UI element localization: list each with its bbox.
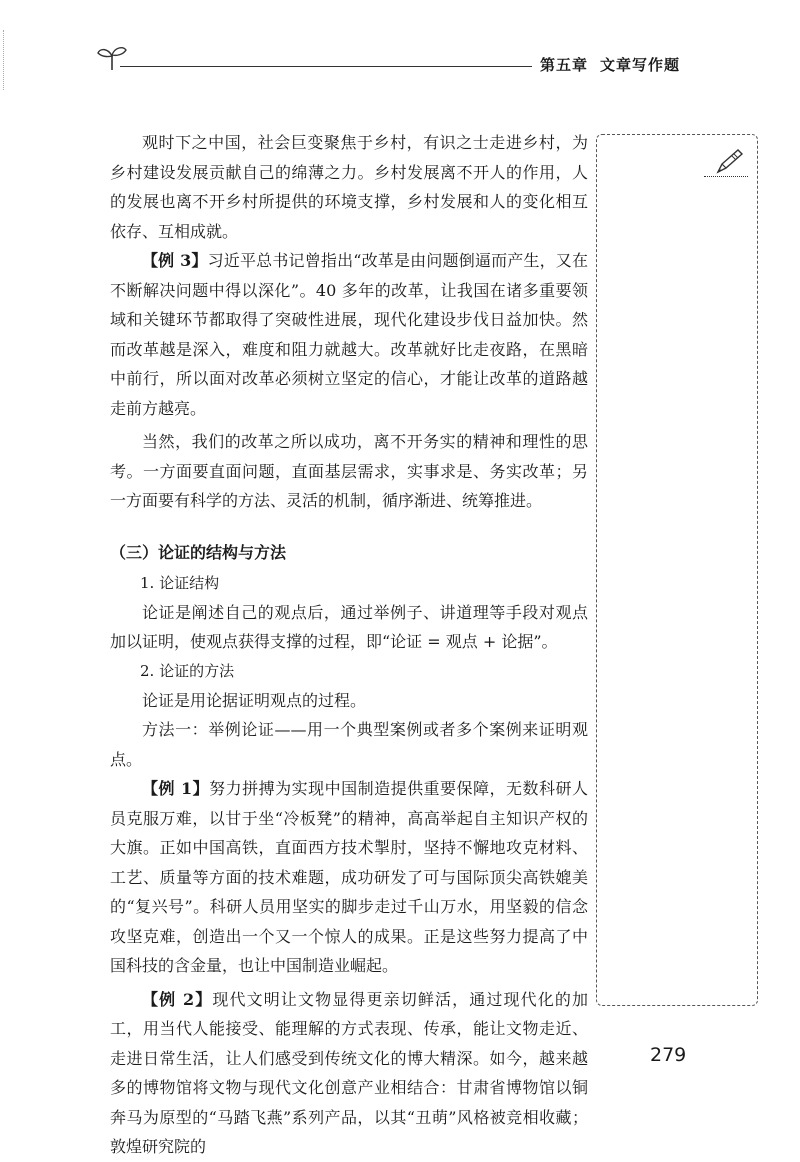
sprout-icon xyxy=(96,44,128,72)
paragraph-6: 方法一：举例论证——用一个典型案例或者多个案例来证明观点。 xyxy=(110,720,588,769)
example-3-label: 【例 3】 xyxy=(142,251,208,270)
page-number: 279 xyxy=(650,1044,687,1066)
header-rule xyxy=(120,66,532,67)
pen-icon xyxy=(714,148,746,176)
paragraph-5: 论证是用论据证明观点的过程。 xyxy=(142,690,367,710)
subsection-argument-methods: 2. 论证的方法 xyxy=(140,661,235,680)
paragraph-example-3 xyxy=(110,246,588,423)
example-1-label: 【例 1】 xyxy=(142,779,210,798)
example-3-text: 习近平总书记曾指出“改革是由问题倒逼而产生，又在不断解决问题中得以深化”。40 多年的改革，让我国在诸多重要领域和关键环节都取得了突破性进展，现代化建设步伐日益加快。然而改革越是深入，难度和阻力就越大。改革就好比走夜路，在黑暗中前行，所以面对改革必须树立坚定的信心，才能让改革的道路越走前方越亮。 xyxy=(110,251,588,418)
example-2-label: 【例 2】 xyxy=(142,989,213,1009)
subsection-argument-structure: 1. 论证结构 xyxy=(140,573,220,592)
example-2-text: 现代文明让文物显得更亲切鲜活，通过现代化的加工，用当代人能接受、能理解的方式表现、传承，能让文物走近、走进日常生活，让人们感受到传统文化的博大精深。如今，越来越多的博物馆将文物与现代文化创意产业相结合：甘肃省博物馆以铜奔马为原型的“马踏飞燕”系列产品，以其“丑萌”风格被竞相收藏；敦煌研究院的 xyxy=(110,989,588,1156)
main-text xyxy=(110,128,588,1162)
paragraph-1: 观时下之中国，社会巨变聚焦于乡村，有识之士走进乡村，为乡村建设发展贡献自己的绵薄之力。乡村发展离不开人的作用，人的发展也离不开乡村所提供的环境支撑，乡村发展和人的变化相互依存、互相成就。 xyxy=(110,133,588,241)
paragraph-3: 当然，我们的改革之所以成功，离不开务实的精神和理性的思考。一方面要直面问题，直面基层需求，实事求是、务实改革；另一方面要有科学的方法、灵活的机制，循序渐进、统筹推进。 xyxy=(110,432,588,510)
section-title: （三）论证的结构与方法 xyxy=(110,542,287,562)
notes-underline xyxy=(704,176,748,177)
paragraph-example-1 xyxy=(110,774,588,981)
chapter-heading xyxy=(540,54,680,75)
paragraph-4: 论证是阐述自己的观点后，通过举例子、讲道理等手段对观点加以证明，使观点获得支撑的过程，即“论证 = 观点 + 论据”。 xyxy=(110,602,588,651)
chapter-number: 第五章 xyxy=(540,56,589,74)
example-1-text: 努力拼搏为实现中国制造提供重要保障，无数科研人员克服万难，以甘于坐“冷板凳”的精神，高高举起自主知识产权的大旗。正如中国高铁，直面西方技术掣肘，坚持不懈地攻克材料、工艺、质量等方面的技术难题，成功研发了可与国际顶尖高铁媲美的“复兴号”。科研人员用坚实的脚步走过千山万水，用坚毅的信念攻坚克难，创造出一个又一个惊人的成果。正是这些努力提高了中国科技的含金量，也让中国制造业崛起。 xyxy=(110,779,588,975)
scan-edge-marks xyxy=(3,30,6,90)
chapter-title: 文章写作题 xyxy=(600,56,681,74)
notes-margin-box xyxy=(596,134,758,1006)
paragraph-example-2 xyxy=(110,985,588,1162)
